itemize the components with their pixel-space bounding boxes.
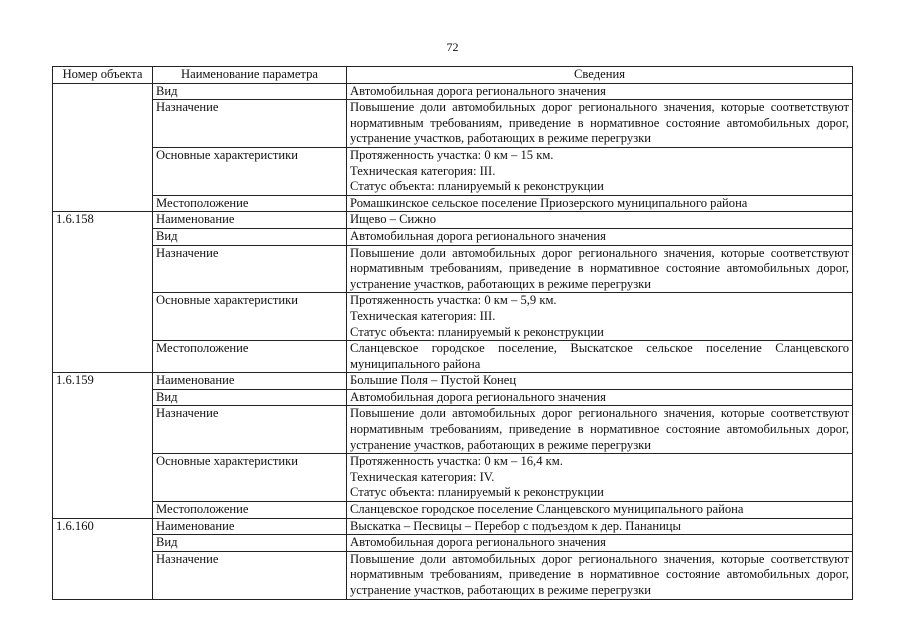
table-row <box>53 245 853 293</box>
table-row <box>53 373 853 390</box>
table-row <box>53 341 853 373</box>
details-line: Техническая категория: IV. <box>350 469 495 484</box>
details-cell <box>347 502 853 519</box>
parameter-name-cell: Вид <box>153 228 347 245</box>
object-number-cell <box>53 83 153 212</box>
details-line: Повышение доли автомобильных дорог регионального значения, которые соответствуют нормативным требованиям, приведение в нормативное состояние автомобильных дорог, устранение участков, работающих в режиме перегрузки <box>350 100 849 146</box>
details-cell <box>347 518 853 535</box>
header-details: Сведения <box>347 67 853 84</box>
parameter-name-cell: Назначение <box>153 551 347 599</box>
details-line: Большие Поля – Пустой Конец <box>350 373 517 388</box>
details-cell <box>347 293 853 341</box>
details-line: Статус объекта: планируемый к реконструкции <box>350 324 604 339</box>
object-number-cell: 1.6.160 <box>53 518 153 599</box>
parameter-name-cell: Наименование <box>153 373 347 390</box>
details-cell <box>347 341 853 373</box>
details-cell <box>347 83 853 100</box>
table-row <box>53 83 853 100</box>
table-row <box>53 535 853 552</box>
details-line: Техническая категория: III. <box>350 308 496 323</box>
details-cell <box>347 100 853 148</box>
parameter-name-cell: Наименование <box>153 212 347 229</box>
table-row <box>53 293 853 341</box>
parameter-name-cell: Вид <box>153 535 347 552</box>
details-cell <box>347 195 853 212</box>
details-line: Автомобильная дорога регионального значения <box>350 228 606 243</box>
details-cell <box>347 551 853 599</box>
parameter-name-cell: Вид <box>153 83 347 100</box>
table-body <box>53 83 853 599</box>
road-objects-table <box>52 66 853 600</box>
details-cell <box>347 212 853 229</box>
table-row <box>53 147 853 195</box>
details-line: Статус объекта: планируемый к реконструкции <box>350 179 604 194</box>
details-cell <box>347 535 853 552</box>
table-row <box>53 406 853 454</box>
details-line: Техническая категория: III. <box>350 163 496 178</box>
details-line: Повышение доли автомобильных дорог регионального значения, которые соответствуют нормативным требованиям, приведение в нормативное состояние автомобильных дорог, устранение участков, работающих в режиме перегрузки <box>350 406 849 452</box>
parameter-name-cell: Вид <box>153 389 347 406</box>
table-header-row <box>53 67 853 84</box>
table-row <box>53 502 853 519</box>
details-line: Ищево – Сижно <box>350 212 437 227</box>
table-row <box>53 228 853 245</box>
table-row <box>53 100 853 148</box>
header-object-number: Номер объекта <box>53 67 153 84</box>
parameter-name-cell: Основные характеристики <box>153 147 347 195</box>
object-number-cell: 1.6.159 <box>53 373 153 518</box>
table-row <box>53 389 853 406</box>
details-cell <box>347 389 853 406</box>
details-line: Сланцевское городское поселение, Выскатское сельское поселение Сланцевского муниципального района <box>350 341 849 371</box>
details-cell <box>347 228 853 245</box>
details-cell <box>347 454 853 502</box>
details-line: Ромашкинское сельское поселение Приозерского муниципального района <box>350 195 748 210</box>
parameter-name-cell: Местоположение <box>153 195 347 212</box>
details-cell <box>347 373 853 390</box>
details-line: Повышение доли автомобильных дорог регионального значения, которые соответствуют нормативным требованиям, приведение в нормативное состояние автомобильных дорог, устранение участков, работающих в режиме перегрузки <box>350 245 849 291</box>
details-line: Протяженность участка: 0 км – 5,9 км. <box>350 293 557 308</box>
details-line: Протяженность участка: 0 км – 16,4 км. <box>350 454 563 469</box>
details-cell <box>347 147 853 195</box>
header-parameter: Наименование параметра <box>153 67 347 84</box>
object-number-cell: 1.6.158 <box>53 212 153 373</box>
parameter-name-cell: Наименование <box>153 518 347 535</box>
table-row <box>53 454 853 502</box>
parameter-name-cell: Местоположение <box>153 341 347 373</box>
details-cell <box>347 245 853 293</box>
table-row <box>53 518 853 535</box>
table-row <box>53 551 853 599</box>
page-number: 72 <box>446 40 459 54</box>
details-line: Повышение доли автомобильных дорог регионального значения, которые соответствуют нормативным требованиям, приведение в нормативное состояние автомобильных дорог, устранение участков, работающих в режиме перегрузки <box>350 551 849 597</box>
details-cell <box>347 406 853 454</box>
details-line: Протяженность участка: 0 км – 15 км. <box>350 147 554 162</box>
parameter-name-cell: Местоположение <box>153 502 347 519</box>
parameter-name-cell: Назначение <box>153 245 347 293</box>
parameter-name-cell: Назначение <box>153 406 347 454</box>
table-row <box>53 212 853 229</box>
details-line: Статус объекта: планируемый к реконструкции <box>350 485 604 500</box>
table-row <box>53 195 853 212</box>
details-line: Автомобильная дорога регионального значения <box>350 535 606 550</box>
parameter-name-cell: Назначение <box>153 100 347 148</box>
details-line: Выскатка – Песвицы – Перебор с подъездом к дер. Пананицы <box>350 518 682 533</box>
parameter-name-cell: Основные характеристики <box>153 454 347 502</box>
parameter-name-cell: Основные характеристики <box>153 293 347 341</box>
details-line: Автомобильная дорога регионального значения <box>350 389 606 404</box>
details-line: Сланцевское городское поселение Сланцевского муниципального района <box>350 502 744 517</box>
details-line: Автомобильная дорога регионального значения <box>350 83 606 98</box>
